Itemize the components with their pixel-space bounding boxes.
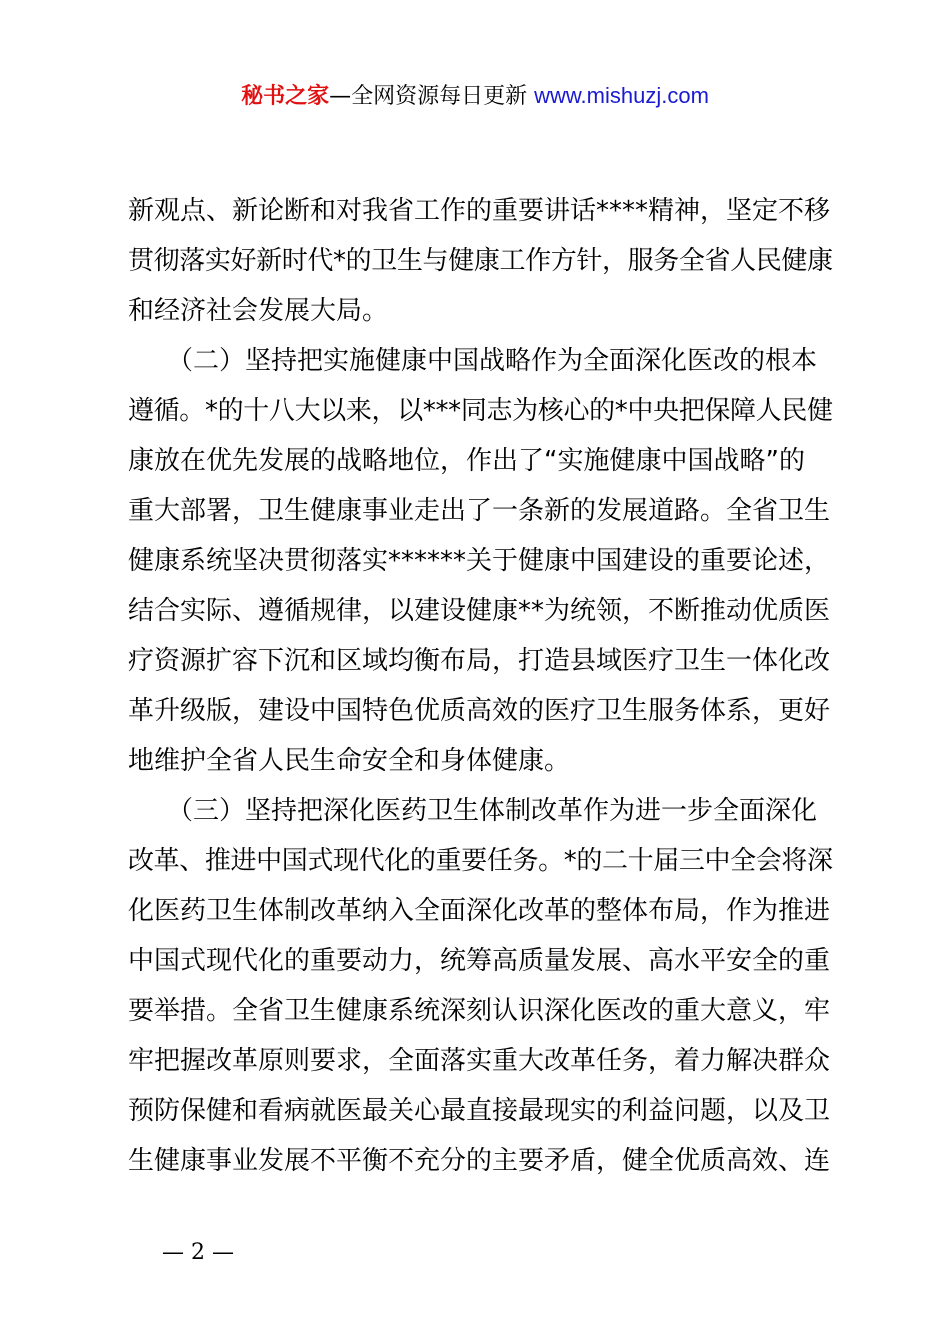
text-line: 遵循。*的十八大以来，以***同志为核心的*中央把保障人民健 (128, 396, 833, 426)
text-line: 要举措。全省卫生健康系统深刻认识深化医改的重大意义，牢 (128, 996, 831, 1026)
text-line: 改革、推进中国式现代化的重要任务。*的二十届三中全会将深 (128, 846, 833, 876)
page-number: — 2 — (162, 1240, 234, 1265)
text-line: （三）坚持把深化医药卫生体制改革作为进一步全面深化 (128, 796, 818, 826)
text-line: 康放在优先发展的战略地位，作出了“实施健康中国战略”的 (128, 446, 805, 476)
text-line: 牢把握改革原则要求，全面落实重大改革任务，着力解决群众 (128, 1046, 831, 1076)
header-tagline: —全网资源每日更新 (329, 84, 535, 109)
text-line: 结合实际、遵循规律，以建设健康**为统领，不断推动优质医 (128, 596, 831, 626)
text-line: 中国式现代化的重要动力，统筹高质量发展、高水平安全的重 (128, 946, 831, 976)
text-line: 新观点、新论断和对我省工作的重要讲话****精神，坚定不移 (128, 196, 831, 226)
text-line: （二）坚持把实施健康中国战略作为全面深化医改的根本 (128, 346, 818, 376)
brand-name: 秘书之家 (241, 84, 330, 109)
text-line: 疗资源扩容下沉和区域均衡布局，打造县域医疗卫生一体化改 (128, 646, 831, 676)
text-line: 化医药卫生体制改革纳入全面深化改革的整体布局，作为推进 (128, 896, 831, 926)
text-line: 地维护全省人民生命安全和身体健康。 (128, 746, 571, 776)
text-line: 重大部署，卫生健康事业走出了一条新的发展道路。全省卫生 (128, 496, 831, 526)
document-header (0, 80, 950, 113)
text-line: 和经济社会发展大局。 (128, 296, 389, 326)
text-line: 健康系统坚决贯彻落实******关于健康中国建设的重要论述， (128, 546, 831, 576)
text-line: 预防保健和看病就医最关心最直接最现实的利益问题，以及卫 (128, 1096, 831, 1126)
document-body (128, 186, 833, 1186)
text-line: 贯彻落实好新时代*的卫生与健康工作方针，服务全省人民健康 (128, 246, 833, 276)
text-line: 生健康事业发展不平衡不充分的主要矛盾，健全优质高效、连 (128, 1146, 831, 1176)
header-site-link[interactable]: www.mishuzj.com (534, 83, 709, 108)
text-line: 革升级版，建设中国特色优质高效的医疗卫生服务体系，更好 (128, 696, 831, 726)
